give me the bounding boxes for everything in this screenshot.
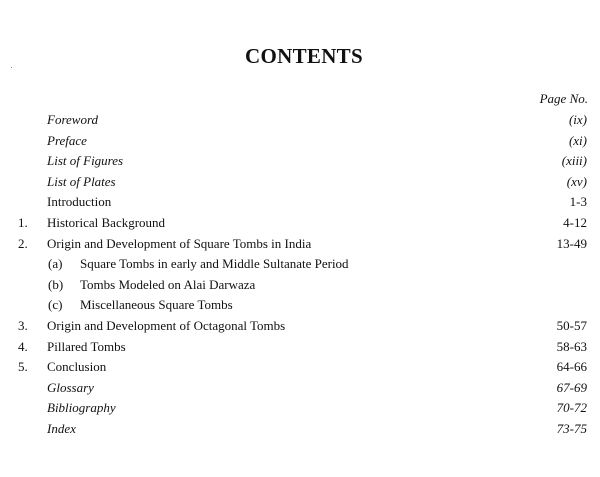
toc-entry-pages: 73-75 — [556, 420, 587, 436]
toc-entry-label: Conclusion — [47, 359, 107, 375]
toc-entry-pages: (xv) — [566, 173, 587, 189]
toc-entry-number: 3. — [18, 317, 28, 333]
toc-entry-label: List of Figures — [47, 153, 124, 169]
toc-entry-label: Bibliography — [47, 400, 116, 416]
toc-entry-pages: (xi) — [568, 132, 587, 148]
toc-entry-number: 2. — [18, 235, 28, 251]
toc-entry-pages: 64-66 — [556, 359, 587, 375]
toc-entry-label: Index — [47, 420, 76, 436]
toc-entry — [0, 131, 600, 152]
toc-entry-pages: 70-72 — [556, 400, 587, 416]
toc-subentry — [0, 254, 600, 275]
toc-entry-label: Glossary — [47, 379, 94, 395]
toc-entry-label: Origin and Development of Square Tombs in India — [47, 235, 312, 251]
toc-entry — [0, 357, 600, 378]
toc-entry — [0, 419, 600, 440]
toc-entry-number: (c) — [48, 297, 63, 313]
toc-entry — [0, 234, 600, 255]
toc-entry-label: Historical Background — [47, 214, 166, 230]
toc-entry-label: Foreword — [47, 112, 99, 127]
toc-entry-pages: (xiii) — [561, 153, 587, 169]
toc-entry — [0, 151, 600, 172]
toc-entry-label: Miscellaneous Square Tombs — [80, 297, 233, 313]
toc-entry-pages: 4-12 — [563, 214, 587, 230]
toc-entry-number: 4. — [18, 338, 28, 354]
toc-entry-label: Tombs Modeled on Alai Darwaza — [80, 276, 256, 292]
toc-entry-pages: 58-63 — [556, 338, 587, 354]
toc-entry — [0, 316, 600, 337]
toc-subentry — [0, 275, 600, 296]
table-of-contents — [0, 110, 600, 440]
toc-entry-number: 1. — [18, 214, 28, 230]
toc-subentry — [0, 295, 600, 316]
toc-entry — [0, 398, 600, 419]
toc-entry-pages: 67-69 — [556, 379, 587, 395]
page-title: CONTENTS — [245, 44, 363, 68]
toc-entry-pages: (ix) — [568, 112, 587, 127]
toc-entry-label: List of Plates — [47, 173, 116, 189]
toc-entry — [0, 172, 600, 193]
toc-entry — [0, 192, 600, 213]
toc-entry — [0, 337, 600, 358]
toc-entry-number: (b) — [48, 276, 64, 292]
toc-entry-pages: 13-49 — [556, 235, 587, 251]
toc-entry-label: Pillared Tombs — [47, 338, 126, 354]
toc-entry — [0, 213, 600, 234]
page-number-column-heading: Page No. — [539, 91, 588, 106]
toc-entry-number: 5. — [18, 359, 28, 375]
toc-entry-label: Introduction — [47, 194, 112, 210]
toc-entry-label: Preface — [47, 132, 87, 148]
toc-entry-pages: 50-57 — [556, 317, 587, 333]
toc-entry — [0, 378, 600, 399]
toc-entry-pages: 1-3 — [569, 194, 587, 210]
toc-entry — [0, 110, 600, 131]
toc-entry-label: Square Tombs in early and Middle Sultanate Period — [80, 256, 349, 272]
toc-entry-number: (a) — [48, 256, 63, 272]
toc-entry-label: Origin and Development of Octagonal Tombs — [47, 317, 286, 333]
